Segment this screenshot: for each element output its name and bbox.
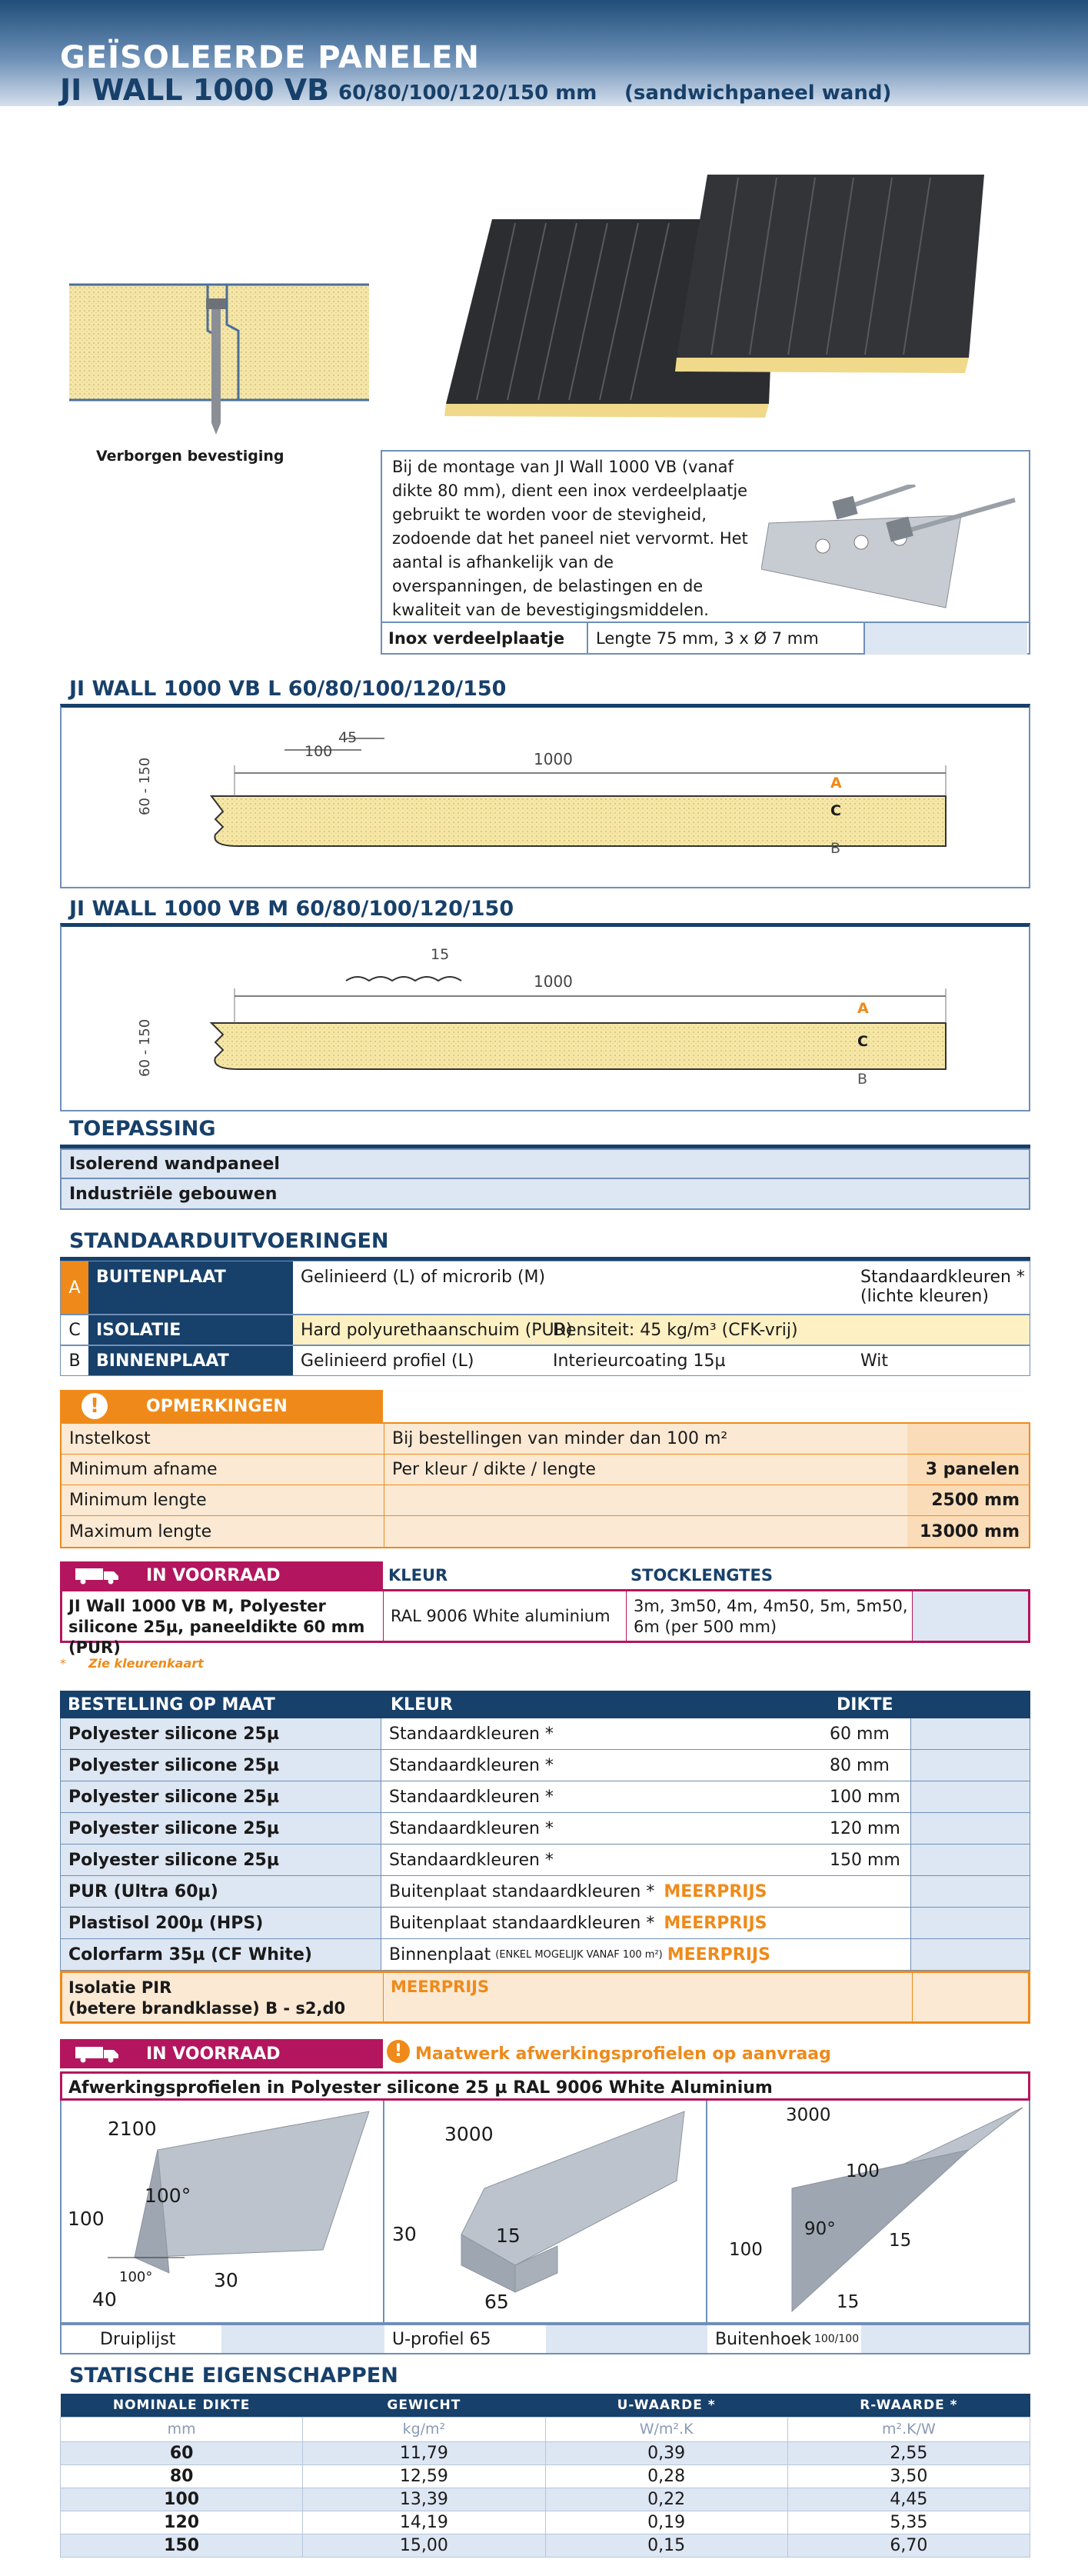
row-c3: Wit <box>860 1351 889 1371</box>
profile-m-drawing <box>138 938 969 1108</box>
opmerkingen-title: OPMERKINGEN <box>146 1397 288 1416</box>
row-name: BUITENPLAAT <box>88 1261 293 1314</box>
footnote-text: Zie kleurenkaart <box>88 1656 204 1671</box>
statisch-row <box>61 2534 1030 2557</box>
druip-d6: 30 <box>214 2269 238 2291</box>
label-b-m: B <box>857 1071 868 1088</box>
toepassing-item: Industriële gebouwen <box>69 1184 278 1204</box>
label-c: C <box>830 802 841 819</box>
row-name: Polyester silicone 25µ <box>61 1813 381 1844</box>
druip-d1: 2100 <box>108 2118 157 2140</box>
bestelling-row <box>60 1781 1030 1813</box>
info-text: Bij de montage van JI Wall 1000 VB (vanaf dikte 80 mm), dient een inox verdeelplaatje gebruikt te worden voor de stevigheid, zodoende dat het paneel niet vervormt. Het aantal is afhankelijk van de overspanningen, de belastingen en de kwaliteit van de bevestigingsmiddelen. <box>392 458 748 619</box>
last-name-1: Isolatie PIR <box>68 1978 172 1997</box>
voorraad-header <box>60 1561 383 1589</box>
warning-icon: ! <box>82 1393 108 1419</box>
opmerkingen-row <box>60 1516 1030 1547</box>
bh-d1: 3000 <box>786 2105 831 2125</box>
voorraad-kleur: RAL 9006 White aluminium <box>391 1607 611 1625</box>
bh-d4: 100 <box>729 2240 763 2260</box>
letter-b: B <box>68 1351 81 1371</box>
standaard-row-b <box>60 1345 1030 1376</box>
toepassing-row <box>60 1179 1030 1210</box>
statisch-table <box>60 2394 1030 2558</box>
statisch-cell: 0,28 <box>545 2464 787 2488</box>
statisch-cell: 120 <box>61 2511 303 2534</box>
bestelling-row <box>60 1876 1030 1908</box>
row-dikte <box>822 1908 910 1938</box>
bestelling-header <box>60 1691 1030 1718</box>
buitenhoek-drawing <box>707 2104 1026 2319</box>
product-desc: (sandwichpaneel wand) <box>624 82 892 105</box>
fixing-caption: Verborgen bevestiging <box>96 448 284 465</box>
dim-15: 15 <box>431 946 450 963</box>
druip-d5: 100° <box>119 2269 153 2285</box>
unit-u: W/m².K <box>545 2417 787 2441</box>
bestelling-col2: KLEUR <box>391 1695 453 1715</box>
statisch-title: STATISCHE EIGENSCHAPPEN <box>69 2364 398 2388</box>
row-kleur: Standaardkleuren * <box>389 1850 554 1870</box>
opm-label: Minimum afname <box>62 1455 384 1485</box>
opmerkingen-row <box>60 1485 1030 1516</box>
u-d3: 15 <box>496 2224 521 2247</box>
last-name <box>68 1978 345 2019</box>
statisch-row <box>61 2464 1030 2488</box>
th-dikte: NOMINALE DIKTE <box>112 2397 251 2413</box>
opm-extra: 13000 mm <box>907 1516 1029 1547</box>
row-kleur: Standaardkleuren * <box>389 1755 554 1775</box>
row-kleur: Buitenplaat standaardkleuren * <box>389 1881 655 1901</box>
statisch-cell: 2,55 <box>787 2441 1030 2464</box>
col-kleur: KLEUR <box>388 1566 448 1585</box>
warning-icon: ! <box>387 2040 410 2063</box>
profile-m-title: JI WALL 1000 VB M 60/80/100/120/150 <box>69 897 514 921</box>
row-name: Polyester silicone 25µ <box>61 1845 381 1875</box>
truck-icon <box>75 2044 121 2063</box>
bestelling-row <box>60 1908 1030 1939</box>
dim-45: 45 <box>338 729 358 746</box>
u-d2: 30 <box>392 2223 417 2245</box>
dim-100: 100 <box>304 743 333 760</box>
page-title: GEÏSOLEERDE PANELEN <box>60 40 480 75</box>
bestelling-row <box>60 1750 1030 1781</box>
afwerking-labels <box>60 2324 1030 2354</box>
inox-plate-illustration <box>761 485 1023 615</box>
statisch-row <box>61 2441 1030 2464</box>
row-c3: Standaardkleuren * <box>860 1268 1025 1287</box>
profile-l-drawing <box>138 719 969 881</box>
afwerking-subtitle: Afwerkingsprofielen in Polyester silicone 25 µ RAL 9006 White Aluminium <box>60 2071 1030 2101</box>
druip-d2: 100° <box>145 2184 191 2207</box>
statisch-row <box>61 2511 1030 2534</box>
row-c2: Interieurcoating 15µ <box>553 1351 726 1371</box>
row-c2: Densiteit: 45 kg/m³ (CFK-vrij) <box>553 1320 798 1340</box>
label-a-m: A <box>857 1000 869 1017</box>
row-dikte: 120 mm <box>830 1818 900 1838</box>
afwerking-title: IN VOORRAAD <box>146 2044 281 2064</box>
row-dikte <box>822 1939 910 1970</box>
bestelling-row <box>60 1939 1030 1971</box>
standaard-row-a <box>60 1261 1030 1315</box>
panel-photo <box>431 165 1000 419</box>
opm-value <box>384 1485 907 1515</box>
statisch-cell: 150 <box>61 2534 303 2557</box>
footnote-star: * <box>60 1656 66 1671</box>
row-name: PUR (Ultra 60µ) <box>61 1876 381 1907</box>
opm-label: Instelkost <box>62 1424 384 1454</box>
toepassing-item: Isolerend wandpaneel <box>69 1154 280 1174</box>
dim-thickness-m: 60 - 150 <box>137 1018 153 1077</box>
opmerkingen-header <box>60 1390 383 1422</box>
row-extra: MEERPRIJS <box>664 1913 767 1933</box>
bh-d5: 15 <box>889 2231 912 2251</box>
row-name: Polyester silicone 25µ <box>61 1718 381 1749</box>
row-kleur: Standaardkleuren * <box>389 1818 554 1838</box>
row-name: Polyester silicone 25µ <box>61 1750 381 1781</box>
standaard-title: STANDAARDUITVOERINGEN <box>69 1229 389 1253</box>
statisch-row <box>61 2488 1030 2511</box>
profile-l-title: JI WALL 1000 VB L 60/80/100/120/150 <box>69 677 507 701</box>
u-profiel-drawing <box>384 2104 704 2319</box>
row-kleur: Standaardkleuren * <box>389 1787 554 1807</box>
statisch-cell: 6,70 <box>787 2534 1030 2557</box>
unit-gewicht: kg/m² <box>303 2417 545 2441</box>
statisch-cell: 0,22 <box>545 2488 787 2511</box>
toepassing-row <box>60 1148 1030 1179</box>
standaard-row-c <box>60 1315 1030 1345</box>
u-d1: 3000 <box>444 2123 494 2145</box>
hidden-fixing-illustration <box>69 277 377 454</box>
row-name: Polyester silicone 25µ <box>61 1781 381 1812</box>
row-dikte: 100 mm <box>830 1787 900 1807</box>
row-extra: MEERPRIJS <box>664 1881 767 1901</box>
bestelling-row <box>60 1718 1030 1750</box>
bestelling-col1: BESTELLING OP MAAT <box>68 1695 275 1715</box>
row-c1: Gelinieerd profiel (L) <box>301 1351 474 1371</box>
row-dikte: 80 mm <box>830 1755 890 1775</box>
row-name: Plastisol 200µ (HPS) <box>61 1908 381 1938</box>
opm-value: Bij bestellingen van minder dan 100 m² <box>392 1429 728 1448</box>
voorraad-stock: 3m, 3m50, 4m, 4m50, 5m, 5m50, 6m (per 500 mm) <box>634 1597 908 1636</box>
statisch-cell: 100 <box>61 2488 303 2511</box>
row-kleur: Binnenplaat <box>389 1944 491 1964</box>
th-r: R-WAARDE * <box>860 2397 958 2413</box>
th-u: U-WAARDE * <box>617 2397 716 2413</box>
th-gewicht: GEWICHT <box>387 2397 461 2413</box>
statisch-cell: 0,15 <box>545 2534 787 2557</box>
row-kleur: Buitenplaat standaardkleuren * <box>389 1913 655 1933</box>
opmerkingen-row <box>60 1455 1030 1485</box>
row-dikte: 60 mm <box>830 1724 890 1744</box>
unit-dikte: mm <box>61 2417 303 2441</box>
label-b: B <box>830 840 841 857</box>
bh-d2: 100 <box>846 2161 880 2181</box>
statisch-cell: 11,79 <box>303 2441 545 2464</box>
statisch-cell: 80 <box>61 2464 303 2488</box>
row-name: ISOLATIE <box>88 1315 293 1345</box>
bestelling-row <box>60 1845 1030 1876</box>
row-c1: Hard polyurethaanschuim (PUR) <box>301 1320 573 1340</box>
label-buitenhoek: Buitenhoek <box>715 2329 811 2349</box>
voorraad-title: IN VOORRAAD <box>146 1566 281 1585</box>
statisch-cell: 4,45 <box>787 2488 1030 2511</box>
dim-1000: 1000 <box>534 750 573 768</box>
opm-extra: 2500 mm <box>907 1485 1029 1515</box>
bestelling-row <box>60 1813 1030 1845</box>
statisch-cell: 3,50 <box>787 2464 1030 2488</box>
product-dims: 60/80/100/120/150 mm <box>338 82 597 105</box>
row-c3b: (lichte kleuren) <box>860 1287 989 1306</box>
label-a: A <box>830 775 842 791</box>
opmerkingen-row <box>60 1424 1030 1455</box>
bh-d6: 15 <box>837 2292 860 2312</box>
label-c-m: C <box>857 1033 868 1050</box>
statisch-cell: 13,39 <box>303 2488 545 2511</box>
statisch-cell: 60 <box>61 2441 303 2464</box>
opm-extra: 3 panelen <box>907 1455 1029 1485</box>
row-extra: MEERPRIJS <box>667 1944 770 1964</box>
opm-extra <box>907 1424 1029 1454</box>
row-name: Colorfarm 35µ (CF White) <box>61 1939 381 1970</box>
last-extra: MEERPRIJS <box>391 1978 490 1996</box>
statisch-cell: 0,19 <box>545 2511 787 2534</box>
statisch-cell: 12,59 <box>303 2464 545 2488</box>
letter-a: A <box>61 1261 88 1314</box>
bh-d3: 90° <box>804 2219 836 2239</box>
col-stock: STOCKLENGTES <box>631 1566 773 1585</box>
afwerking-header <box>60 2039 383 2068</box>
dim-1000-m: 1000 <box>534 972 573 991</box>
truck-icon <box>75 1566 121 1585</box>
voorraad-product: JI Wall 1000 VB M, Polyester silicone 25µ, paneeldikte 60 mm (PUR) <box>68 1597 365 1657</box>
opm-value: Per kleur / dikte / lengte <box>392 1460 596 1479</box>
product-name: JI WALL 1000 VB <box>60 73 330 107</box>
letter-c: C <box>61 1315 88 1345</box>
inox-label: Inox verdeelplaatje <box>381 623 588 655</box>
row-dikte: 150 mm <box>830 1850 900 1870</box>
statisch-cell: 15,00 <box>303 2534 545 2557</box>
statisch-cell: 0,39 <box>545 2441 787 2464</box>
bestelling-col3: DIKTE <box>837 1695 893 1715</box>
label-buitenhoek-small: 100/100 <box>814 2333 860 2345</box>
row-kleur: Standaardkleuren * <box>389 1724 554 1744</box>
row-small: (ENKEL MOGELIJK VANAF 100 m²) <box>495 1948 663 1961</box>
label-u-profiel: U-profiel 65 <box>392 2329 491 2349</box>
u-d4: 65 <box>484 2291 509 2313</box>
label-druiplijst: Druiplijst <box>100 2329 176 2349</box>
dim-thickness: 60 - 150 <box>137 757 153 815</box>
row-dikte <box>822 1876 910 1907</box>
afwerking-note: Maatwerk afwerkingsprofielen op aanvraag <box>415 2044 831 2064</box>
druip-d3: 100 <box>68 2208 105 2230</box>
bestelling-last-row <box>60 1971 1030 2024</box>
last-name-2: (betere brandklasse) B - s2,d0 <box>68 1999 346 2018</box>
inox-value: Lengte 75 mm, 3 x Ø 7 mm <box>588 623 865 655</box>
statisch-cell: 14,19 <box>303 2511 545 2534</box>
toepassing-title: TOEPASSING <box>69 1117 216 1141</box>
druip-d4: 40 <box>92 2288 117 2311</box>
row-c1: Gelinieerd (L) of microrib (M) <box>301 1268 546 1287</box>
statisch-cell: 5,35 <box>787 2511 1030 2534</box>
row-name: BINNENPLAAT <box>88 1346 293 1375</box>
opm-value <box>384 1516 907 1547</box>
unit-r: m².K/W <box>787 2417 1030 2441</box>
info-footer <box>381 622 1030 655</box>
opm-label: Maximum lengte <box>62 1516 384 1547</box>
voorraad-row <box>60 1589 1030 1657</box>
opm-label: Minimum lengte <box>62 1485 384 1515</box>
